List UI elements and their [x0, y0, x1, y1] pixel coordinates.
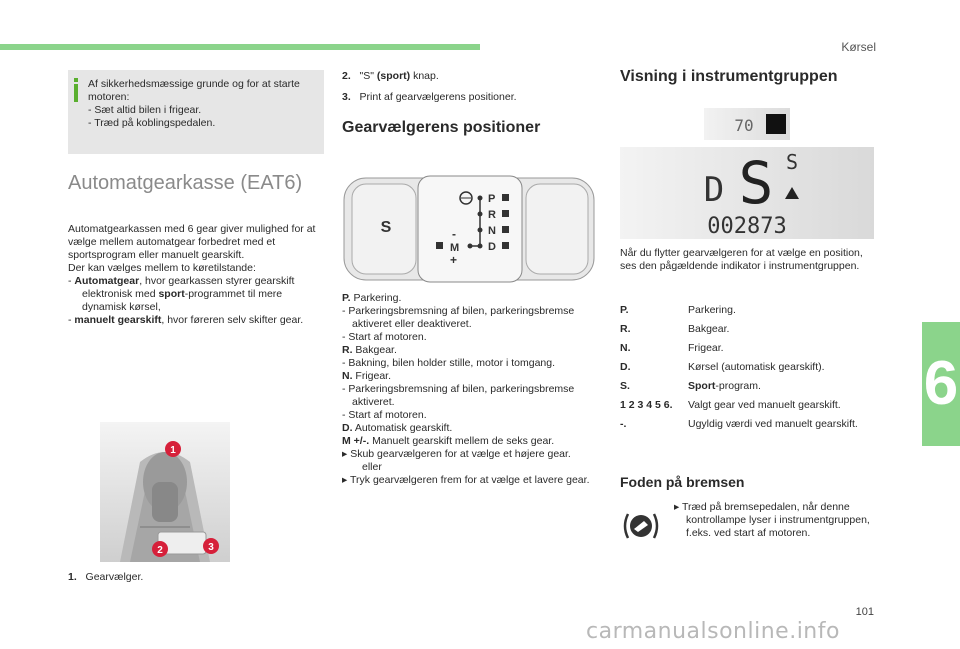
- position-n-detail: - Parkeringsbremsning af bilen, parkeringsbremse aktiveret.: [342, 383, 575, 408]
- small-display-value: 70: [734, 116, 754, 135]
- section-title: Kørsel: [841, 40, 876, 54]
- position-r: R. Bakgear.: [342, 344, 397, 356]
- display-mode-small: S: [785, 150, 799, 174]
- info-column: [68, 70, 324, 154]
- small-display: [704, 108, 790, 140]
- bullet-icon: ▸: [674, 501, 680, 513]
- info-intro: Af sikkerhedsmæssige grunde og for at starte motoren:: [88, 78, 300, 103]
- photo-callout-3: 3: [208, 542, 214, 553]
- position-p-detail: - Start af motoren.: [342, 331, 427, 343]
- indicator-row: P. Parkering.: [620, 304, 736, 316]
- bullet-icon: ▸: [342, 474, 348, 486]
- indicator-row: R. Bakgear.: [620, 323, 730, 335]
- position-m: M +/-. Manuelt gearskift mellem de seks gear.: [342, 435, 555, 447]
- photo-caption: 1. Gearvælger.: [68, 571, 144, 583]
- position-m-detail: ▸ Skub gearvælgeren for at vælge et højere gear.: [342, 448, 571, 460]
- plus-label: +: [450, 253, 458, 267]
- position-n: N. Frigear.: [342, 370, 392, 382]
- indicator-row: -. Ugyldig værdi ved manuelt gearskift.: [620, 418, 858, 430]
- gear-label-d: D: [488, 241, 496, 253]
- display-gear: D: [703, 170, 725, 210]
- info-box: [68, 70, 324, 154]
- position-r-detail: - Bakning, bilen holder stille, motor i tomgang.: [342, 357, 556, 369]
- watermark: carmanualsonline.info: [586, 619, 840, 644]
- bullet-icon: ▸: [342, 448, 348, 460]
- indicator-row: S. Sport-program.: [620, 380, 761, 392]
- display-description: Når du flytter gearvælgeren for at vælge en position, ses den pågældende indikator i instrumentgruppen.: [620, 247, 863, 272]
- header-accent-bar: [0, 44, 480, 50]
- brake-text: ▸ Træd på bremsepedalen, når denne kontrollampe lyser i instrumentgruppen, f.eks. ved start af motoren.: [674, 501, 870, 539]
- indicator-row: N. Frigear.: [620, 342, 724, 354]
- position-p: P. Parkering.: [342, 292, 402, 304]
- gear-label-p: P: [488, 193, 496, 205]
- info-item: - Sæt altid bilen i frigear.: [88, 104, 202, 116]
- page-number: 101: [855, 606, 874, 618]
- brake-heading: Foden på bremsen: [620, 474, 745, 490]
- legend-item-3: 3. Print af gearvælgerens positioner.: [342, 91, 517, 103]
- sport-button-label: S: [380, 219, 392, 236]
- display-heading: Visning i instrumentgruppen: [620, 68, 838, 85]
- photo-callout-2: 2: [157, 545, 163, 556]
- positions-list: [342, 292, 592, 487]
- positions-heading: Gearvælgerens positioner: [342, 119, 541, 136]
- odometer: 002873: [707, 214, 787, 239]
- photo-callout-1: 1: [170, 445, 176, 456]
- gear-label-r: R: [488, 209, 496, 221]
- position-m-or: eller: [362, 461, 382, 473]
- indicator-row: D. Kørsel (automatisk gearskift).: [620, 361, 825, 373]
- mode-automatic: - Automatgear, hvor gearkassen styrer gearskift elektronisk med sport-programmet til mere dynamisk kørsel,: [68, 275, 295, 313]
- gear-label-n: N: [488, 225, 496, 237]
- position-n-detail: - Start af motoren.: [342, 409, 427, 421]
- info-item: - Træd på koblingspedalen.: [88, 117, 216, 129]
- chapter-number: 6: [923, 349, 959, 418]
- info-icon: [73, 78, 79, 102]
- legend-item-2: 2. "S" (sport) knap.: [342, 70, 439, 82]
- mode-manual: - manuelt gearskift, hvor føreren selv skifter gear.: [68, 314, 304, 326]
- gear-positions-panel: [342, 174, 596, 284]
- legend-list: [342, 70, 592, 104]
- intro-modes-lead: Der kan vælges mellem to køretilstande:: [68, 262, 256, 274]
- indicator-row: 1 2 3 4 5 6. Valgt gear ved manuelt gearskift.: [620, 399, 841, 411]
- foot-on-brake-icon: [620, 508, 662, 544]
- instrument-display: [620, 147, 874, 239]
- page-heading: Automatgearkasse (EAT6): [68, 172, 303, 194]
- position-d: D. Automatisk gearskift.: [342, 422, 453, 434]
- intro-text: [68, 223, 324, 327]
- minus-label: -: [452, 227, 456, 241]
- intro-paragraph: Automatgearkassen med 6 gear giver mulighed for at vælge mellem automatgear forbedret med et sportsprogram eller manuelt gearskift.: [68, 223, 316, 261]
- position-m-detail: ▸ Tryk gearvælgeren frem for at vælge et lavere gear.: [342, 474, 590, 486]
- manual-label: M: [450, 242, 460, 254]
- indicator-table: [620, 304, 870, 437]
- gear-selector-photo: [100, 422, 230, 562]
- position-p-detail: - Parkeringsbremsning af bilen, parkeringsbremse aktiveret eller deaktiveret.: [342, 305, 575, 330]
- display-mode: S: [738, 149, 774, 217]
